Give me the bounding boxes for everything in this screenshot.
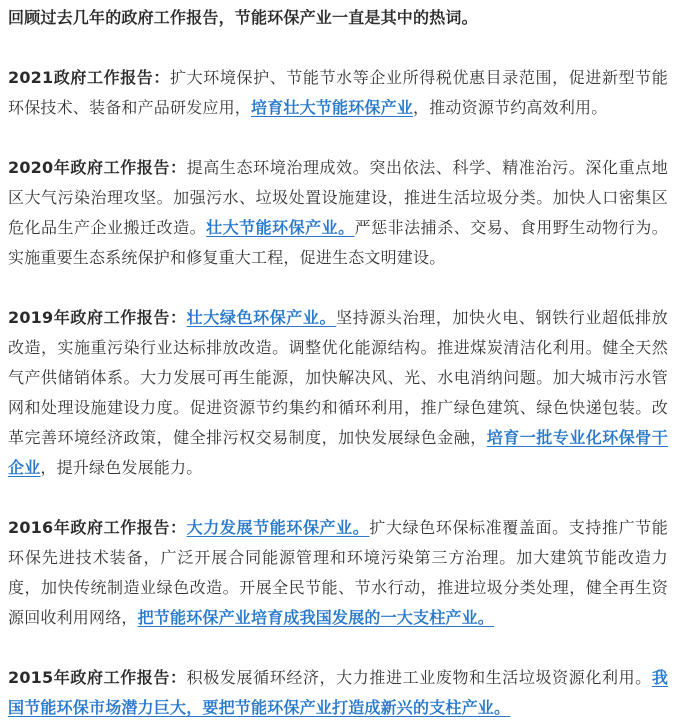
report-link[interactable]: 壮大绿色环保产业。: [186, 308, 337, 327]
report-title: 2016年政府工作报告：: [8, 518, 187, 537]
report-text: 积极发展循环经济，大力推进工业废物和生活垃圾资源化利用。: [186, 668, 652, 687]
report-paragraph-2016: [8, 513, 668, 633]
report-link[interactable]: 培育壮大节能环保产业: [251, 98, 414, 117]
report-text: ，推动资源节约高效利用。: [413, 98, 608, 117]
report-link[interactable]: 大力发展节能环保产业。: [186, 518, 370, 537]
report-text: ，提升绿色发展能力。: [40, 458, 203, 477]
report-text: 提高生态环境治理成效。突出依法、科学、精准治污。深化重点地区大气污染治理攻坚。加强污水、垃圾处置设施建设，推进生活垃圾分类。加快人口密集区危化品生产企业搬迁改造。: [8, 158, 668, 237]
report-paragraph-2015: [8, 663, 668, 723]
report-text: 坚持源头治理，加快火电、钢铁行业超低排放改造，实施重污染行业达标排放改造。调整优化能源结构。推进煤炭清洁化利用。健全天然气产供储销体系。大力发展可再生能源，加快解决风、光、水电消纳问题。加大城市污水管网和处理设施建设力度。促进资源节约集约和循环利用，推广绿色建筑、绿色快递包装。改革完善环境经济政策，健全排污权交易制度，加快发展绿色金融，: [8, 308, 668, 447]
report-title: 2019年政府工作报告：: [8, 308, 187, 327]
report-title: 2021政府工作报告：: [8, 68, 171, 87]
report-link[interactable]: 我国节能环保市场潜力巨大，要把节能环保产业打造成新兴的支柱产业。: [8, 668, 669, 717]
report-text: 严惩非法捕杀、交易、食用野生动物行为。实施重要生态系统保护和修复重大工程，促进生态文明建设。: [8, 218, 668, 267]
report-link[interactable]: 把节能环保产业培育成我国发展的一大支柱产业。: [137, 608, 495, 627]
report-paragraph-list: [8, 63, 668, 723]
report-title: 2015年政府工作报告：: [8, 668, 187, 687]
report-link[interactable]: 培育一批专业化环保骨干企业: [8, 428, 668, 477]
report-link[interactable]: 壮大节能环保产业。: [206, 218, 355, 237]
report-paragraph-2020: [8, 153, 668, 273]
report-text: 扩大绿色环保标准覆盖面。支持推广节能环保先进技术装备，广泛开展合同能源管理和环境污染第三方治理。加大建筑节能改造力度，加快传统制造业绿色改造。开展全民节能、节水行动，推进垃圾分类处理，健全再生资源回收利用网络，: [8, 518, 668, 627]
report-title: 2020年政府工作报告：: [8, 158, 187, 177]
report-paragraph-2019: [8, 303, 668, 483]
report-paragraph-2021: [8, 63, 668, 123]
report-text: 扩大环境保护、节能节水等企业所得税优惠目录范围，促进新型节能环保技术、装备和产品研发应用，: [8, 68, 668, 117]
intro-paragraph: 回顾过去几年的政府工作报告，节能环保产业一直是其中的热词。: [8, 8, 478, 27]
